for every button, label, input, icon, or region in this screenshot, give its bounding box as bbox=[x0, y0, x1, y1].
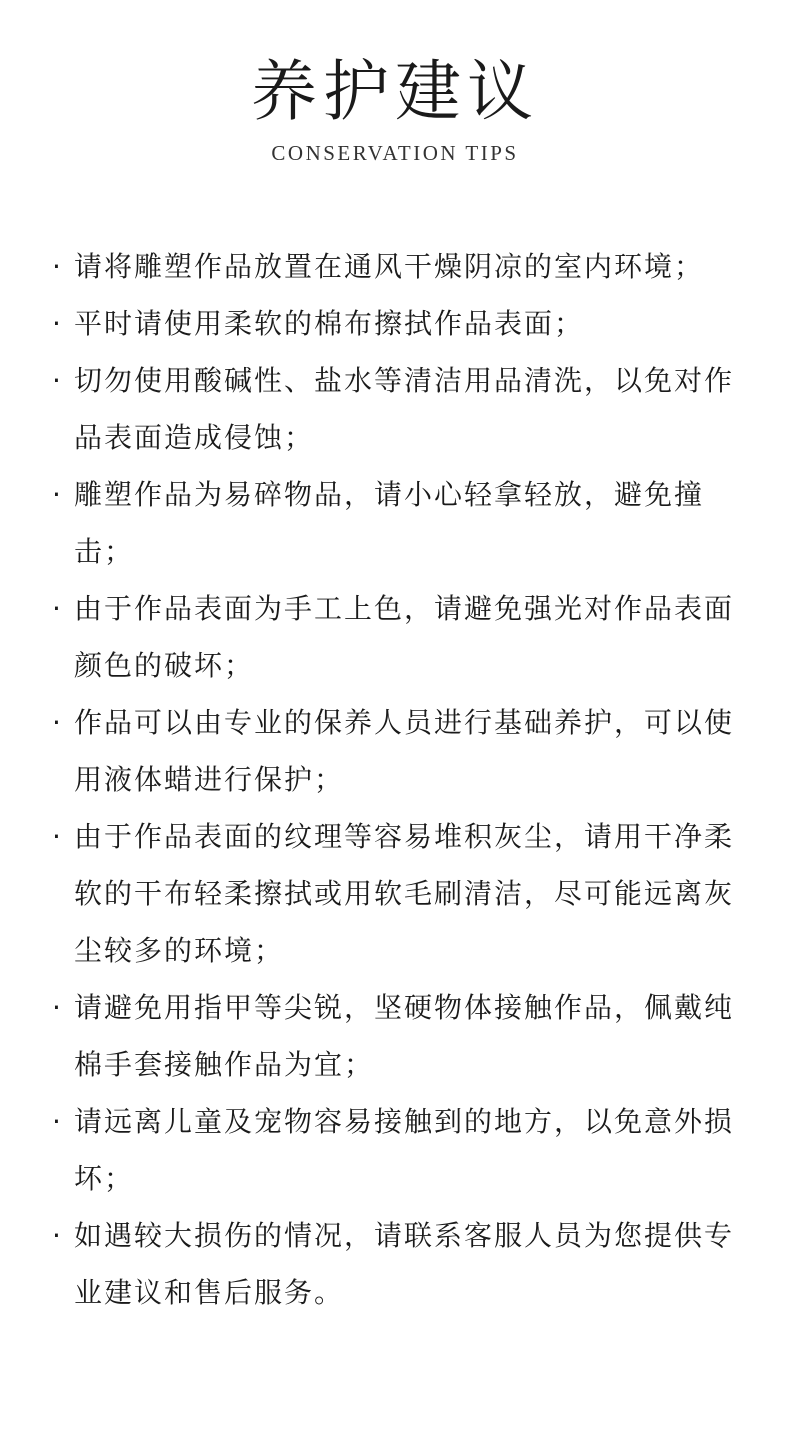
tip-text: 如遇较大损伤的情况，请联系客服人员为您提供专业建议和售后服务。 bbox=[74, 1219, 735, 1309]
tip-item bbox=[52, 808, 752, 979]
tip-text: 请将雕塑作品放置在通风干燥阴凉的室内环境； bbox=[74, 250, 705, 283]
bullet-dot: · bbox=[52, 307, 61, 340]
bullet-dot: · bbox=[52, 364, 61, 397]
tip-item bbox=[52, 466, 752, 580]
tip-item bbox=[52, 979, 752, 1093]
tips-list bbox=[52, 238, 752, 1321]
tip-text: 平时请使用柔软的棉布擦拭作品表面； bbox=[74, 307, 585, 340]
tip-text: 雕塑作品为易碎物品，请小心轻拿轻放，避免撞击； bbox=[74, 478, 705, 568]
bullet-dot: · bbox=[52, 250, 61, 283]
tip-text: 切勿使用酸碱性、盐水等清洁用品清洗，以免对作品表面造成侵蚀； bbox=[74, 364, 735, 454]
page-title: 养护建议 bbox=[251, 53, 539, 130]
tip-item bbox=[52, 1207, 752, 1321]
page-subtitle: CONSERVATION TIPS bbox=[271, 141, 519, 165]
tip-text: 由于作品表面的纹理等容易堆积灰尘，请用干净柔软的干布轻柔擦拭或用软毛刷清洁，尽可能远离灰尘较多的环境； bbox=[74, 820, 735, 967]
bullet-dot: · bbox=[52, 1219, 61, 1252]
tip-text: 作品可以由专业的保养人员进行基础养护，可以使用液体蜡进行保护； bbox=[74, 706, 735, 796]
bullet-dot: · bbox=[52, 706, 61, 739]
tip-item bbox=[52, 238, 752, 295]
bullet-dot: · bbox=[52, 592, 61, 625]
tip-text: 由于作品表面为手工上色，请避免强光对作品表面颜色的破坏； bbox=[74, 592, 735, 682]
bullet-dot: · bbox=[52, 1105, 61, 1138]
tip-text: 请远离儿童及宠物容易接触到的地方，以免意外损坏； bbox=[74, 1105, 735, 1195]
tip-item bbox=[52, 1093, 752, 1207]
tip-item bbox=[52, 295, 752, 352]
bullet-dot: · bbox=[52, 820, 61, 853]
bullet-dot: · bbox=[52, 991, 61, 1024]
tip-text: 请避免用指甲等尖锐，坚硬物体接触作品，佩戴纯棉手套接触作品为宜； bbox=[74, 991, 735, 1081]
bullet-dot: · bbox=[52, 478, 61, 511]
tip-item bbox=[52, 580, 752, 694]
tip-item bbox=[52, 352, 752, 466]
tip-item bbox=[52, 694, 752, 808]
